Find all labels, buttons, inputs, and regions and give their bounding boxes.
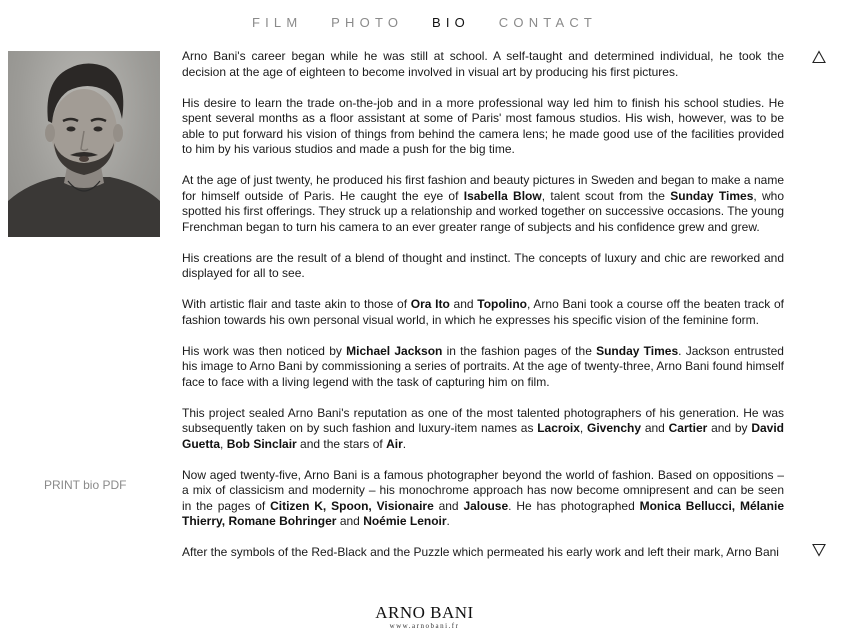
bio-paragraph bbox=[182, 468, 784, 530]
scroll-down-icon[interactable] bbox=[812, 543, 826, 557]
bio-text-segment: , bbox=[579, 421, 588, 435]
bio-highlight: Ora Ito bbox=[410, 297, 450, 311]
bio-text-segment: Now aged twenty-five, Arno Bani is a famous photographer beyond the world of fashion. Based on oppositions – a mix of classicism and modernity – his monochrome approach has now become omnipresent and can be seen in the pages of bbox=[182, 467, 784, 513]
bio-highlight: Sunday Times bbox=[596, 343, 679, 358]
bio-paragraph bbox=[182, 49, 784, 80]
bio-text-segment: and by bbox=[707, 421, 752, 435]
bio-text-segment: in the fashion pages of the bbox=[442, 343, 597, 358]
bio-text-segment: His work was then noticed by bbox=[182, 343, 347, 358]
nav-item-bio[interactable]: BIO bbox=[431, 15, 470, 30]
portrait-photo bbox=[8, 51, 160, 237]
bio-highlight: Cartier bbox=[668, 421, 708, 435]
bio-text-segment: . He has photographed bbox=[508, 498, 640, 513]
bio-text-segment: , talent scout from the bbox=[541, 188, 671, 203]
bio-highlight: Michael Jackson bbox=[346, 343, 443, 358]
nav-item-contact[interactable]: CONTACT bbox=[498, 15, 598, 30]
bio-paragraph bbox=[182, 406, 784, 453]
bio-text-segment: After the symbols of the Red-Black and the Puzzle which permeated his early work and left their mark, Arno Bani bbox=[182, 545, 779, 559]
bio-text-segment: With artistic flair and taste akin to those of bbox=[182, 297, 411, 311]
bio-text-segment: , who spotted his first offerings. They struck up a relationship and worked together on successive occasions. The young Frenchman began to turn his camera to an ever greater range of subjects and his confidence grew and grew. bbox=[182, 188, 784, 234]
bio-text-segment: and bbox=[433, 498, 464, 513]
bio-highlight: Monica Bellucci, Mélanie Thierry, Romane Bohringer bbox=[182, 498, 784, 528]
bio-text-segment: His creations are the result of a blend of thought and instinct. The concepts of luxury and chic are reworked and displayed for all to see. bbox=[182, 250, 784, 280]
site-logo[interactable] bbox=[0, 604, 849, 631]
bio-text-segment: , bbox=[220, 436, 227, 451]
bio-highlight: Bob Sinclair bbox=[226, 436, 297, 451]
bio-paragraph bbox=[182, 96, 784, 158]
nav-item-film[interactable]: FILM bbox=[251, 15, 303, 30]
main-nav bbox=[0, 15, 849, 30]
bio-text-segment: and bbox=[641, 421, 669, 435]
bio-highlight: Noémie Lenoir bbox=[363, 514, 447, 528]
bio-text-segment: and the stars of bbox=[296, 436, 387, 451]
bio-text-segment: . Jackson entrusted his image to Arno Bani by commissioning a series of portraits. At the age of twenty-three, Arno Bani found himself face to face with a living legend with the task of capturing him on film. bbox=[182, 343, 784, 389]
bio-highlight: Air bbox=[386, 436, 403, 451]
bio-text-segment: This project sealed Arno Bani's reputation as one of the most talented photographers of his generation. He was subsequently taken on by such fashion and luxury-item names as bbox=[182, 405, 784, 435]
bio-paragraph bbox=[182, 545, 784, 559]
bio-text-segment: and bbox=[336, 514, 364, 528]
bio-highlight: Givenchy bbox=[587, 421, 642, 435]
portrait-illustration bbox=[8, 51, 160, 237]
bio-text-segment: . bbox=[402, 436, 407, 451]
nav-item-photo[interactable]: PHOTO bbox=[331, 15, 404, 30]
print-bio-pdf-link[interactable]: PRINT bio PDF bbox=[44, 478, 127, 492]
bio-highlight: Jalouse bbox=[463, 498, 509, 513]
bio-highlight: Isabella Blow bbox=[463, 188, 542, 203]
bio-paragraph bbox=[182, 297, 784, 328]
bio-text-segment: His desire to learn the trade on-the-job and in a more professional way led him to finish his school studies. He spent several months as a floor assistant at some of Paris' most famous studios. His wish, however, was to be able to put forward his vision of things from behind the camera lens; he made good use of the facilities provided to him by his various studios and made a push for the big time. bbox=[182, 95, 784, 156]
bio-text-segment: and bbox=[449, 297, 478, 311]
bio-text-segment: . bbox=[446, 514, 450, 528]
bio-highlight: Citizen K, Spoon, Visionaire bbox=[270, 498, 434, 513]
logo-url: www.arnobani.fr bbox=[389, 622, 460, 630]
bio-highlight: Sunday Times bbox=[670, 188, 754, 203]
bio-paragraph bbox=[182, 344, 784, 391]
bio-text-segment: Arno Bani's career began while he was still at school. A self-taught and determined individual, he took the decision at the age of eighteen to become involved in visual art by producing his first pictures. bbox=[182, 49, 784, 79]
bio-paragraph bbox=[182, 173, 784, 235]
bio-highlight: David Guetta bbox=[182, 421, 784, 451]
bio-paragraph bbox=[182, 251, 784, 282]
bio-highlight: Lacroix bbox=[537, 421, 580, 435]
logo-name: ARNO BANI bbox=[375, 603, 474, 622]
bio-text-segment: , Arno Bani took a course off the beaten track of fashion towards his own personal visual world, in which he expresses his specific vision of the feminine form. bbox=[182, 297, 784, 327]
bio-text bbox=[182, 49, 784, 559]
bio-highlight: Topolino bbox=[477, 297, 528, 311]
bio-text-segment: At the age of just twenty, he produced his first fashion and beauty pictures in Sweden and began to make a name for himself outside of Paris. He caught the eye of bbox=[182, 173, 784, 203]
scroll-up-icon[interactable] bbox=[812, 50, 826, 64]
